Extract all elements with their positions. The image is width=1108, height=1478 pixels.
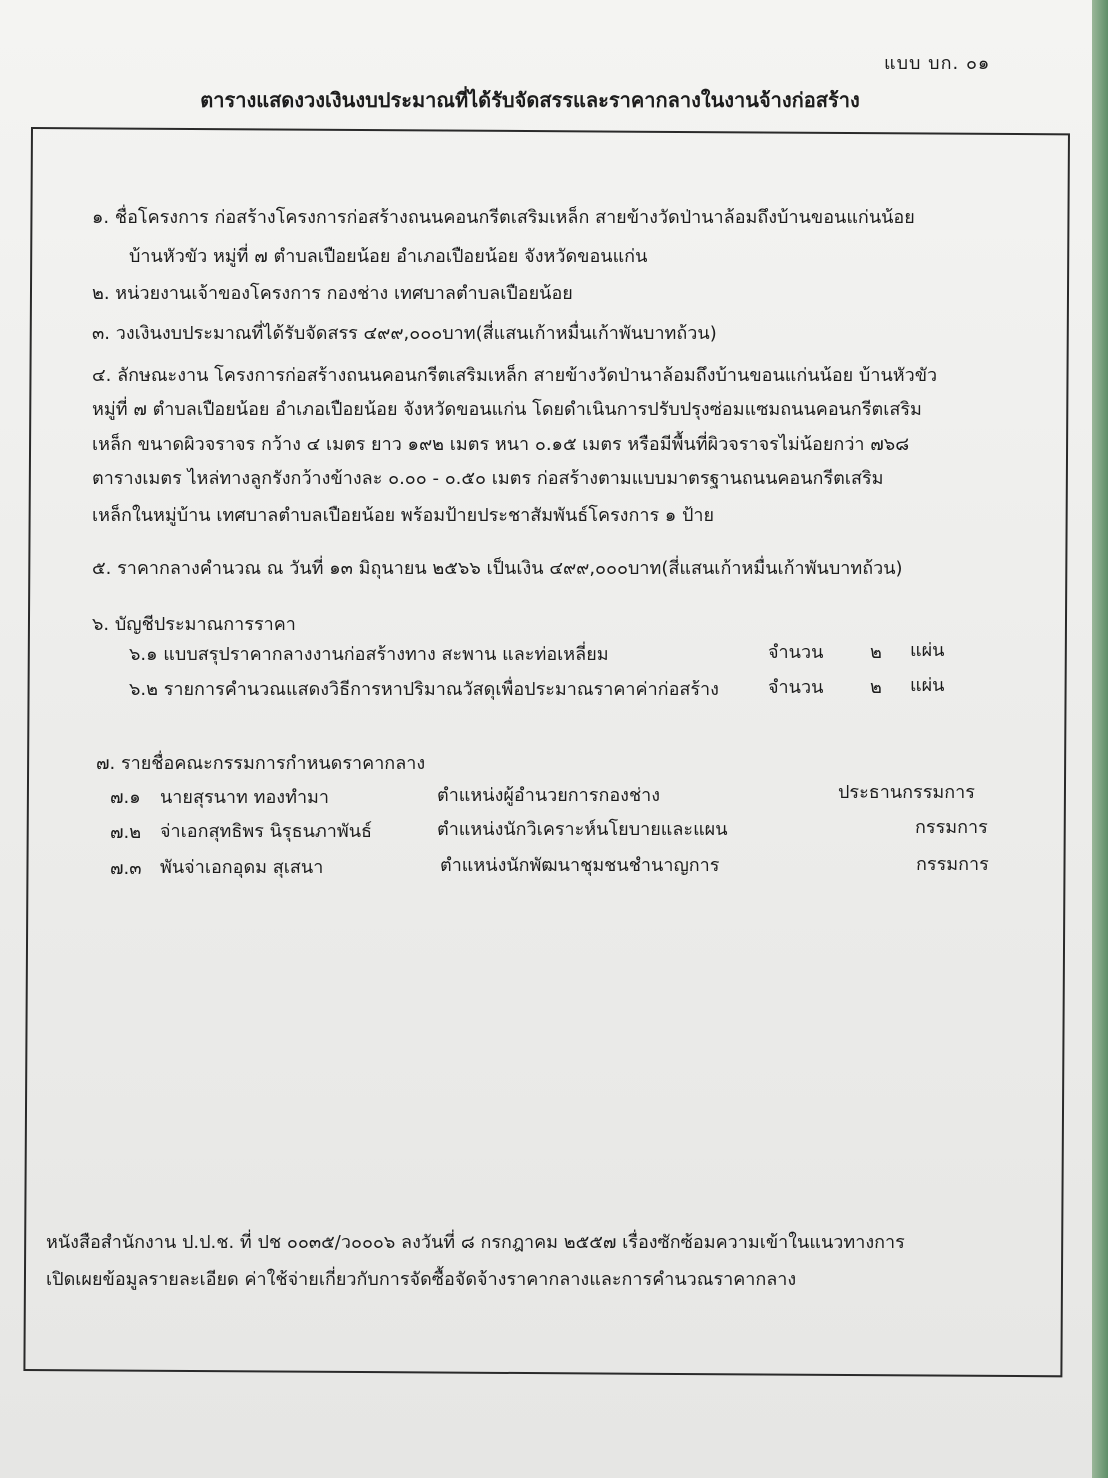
committee-2-role: กรรมการ xyxy=(915,817,988,838)
item-4-line-2: หมู่ที่ ๗ ตำบลเปือยน้อย อำเภอเปือยน้อย จังหวัดขอนแก่น โดยดำเนินการปรับปรุงซ่อมแซมถนนคอนกรีตเสริม xyxy=(92,399,922,420)
footer-line-1: หนังสือสำนักงาน ป.ป.ช. ที่ ปช ๐๐๓๕/ว๐๐๐๖ ลงวันที่ ๘ กรกฎาคม ๒๕๕๗ เรื่องซักซ้อมความเข้าในแนวทางการ xyxy=(46,1232,905,1253)
item-6-1-qty-unit: แผ่น xyxy=(910,640,945,661)
item-6-2-qty-label: จำนวน xyxy=(768,677,824,698)
item-6-1-qty-value: ๒ xyxy=(870,642,882,663)
item-4-line-3: เหล็ก ขนาดผิวจราจร กว้าง ๔ เมตร ยาว ๑๙๒ เมตร หนา ๐.๑๕ เมตร หรือมีพื้นที่ผิวจราจรไม่น้อยกว่า ๗๖๘ xyxy=(92,434,910,455)
item-3: ๓. วงเงินงบประมาณที่ได้รับจัดสรร ๔๙๙,๐๐๐บาท(สี่แสนเก้าหมื่นเก้าพันบาทถ้วน) xyxy=(92,323,717,344)
item-6-2-qty-value: ๒ xyxy=(870,677,882,698)
item-6-1-qty-label: จำนวน xyxy=(768,642,824,663)
form-code: แบบ บก. ๐๑ xyxy=(884,53,991,74)
item-7: ๗. รายชื่อคณะกรรมการกำหนดราคากลาง xyxy=(96,753,426,774)
item-1-line-1: ๑. ชื่อโครงการ ก่อสร้างโครงการก่อสร้างถนนคอนกรีตเสริมเหล็ก สายข้างวัดป่านาล้อมถึงบ้านขอนแก่นน้อย xyxy=(92,207,915,228)
background-edge xyxy=(1092,0,1108,1478)
footer-line-2: เปิดเผยข้อมูลรายละเอียด ค่าใช้จ่ายเกี่ยวกับการจัดซื้อจัดจ้างราคากลางและการคำนวณราคากลาง xyxy=(46,1269,797,1290)
item-4-line-5: เหล็กในหมู่บ้าน เทศบาลตำบลเปือยน้อย พร้อมป้ายประชาสัมพันธ์โครงการ ๑ ป้าย xyxy=(92,505,715,526)
committee-2-position: ตำแหน่งนักวิเคราะห์นโยบายและแผน xyxy=(437,819,728,840)
item-5: ๕. ราคากลางคำนวณ ณ วันที่ ๑๓ มิถุนายน ๒๕๖๖ เป็นเงิน ๔๙๙,๐๐๐บาท(สี่แสนเก้าหมื่นเก้าพันบาทถ้วน) xyxy=(92,558,903,579)
committee-3-position: ตำแหน่งนักพัฒนาชุมชนชำนาญการ xyxy=(440,855,720,876)
committee-3-role: กรรมการ xyxy=(916,854,989,875)
item-6-1: ๖.๑ แบบสรุปราคากลางงานก่อสร้างทาง สะพาน และท่อเหลี่ยม xyxy=(129,644,609,665)
item-4-line-4: ตารางเมตร ไหล่ทางลูกรังกว้างข้างละ ๐.๐๐ - ๐.๕๐ เมตร ก่อสร้างตามแบบมาตรฐานถนนคอนกรีตเสริม xyxy=(92,468,884,489)
committee-2-no: ๗.๒ xyxy=(110,822,142,843)
item-4-line-1: ๔. ลักษณะงาน โครงการก่อสร้างถนนคอนกรีตเสริมเหล็ก สายข้างวัดป่านาล้อมถึงบ้านขอนแก่นน้อย บ้านหัวขัว xyxy=(92,365,938,386)
committee-2-name: จ่าเอกสุทธิพร นิรุธนภาพันธ์ xyxy=(160,821,373,842)
item-1-line-2: บ้านหัวขัว หมู่ที่ ๗ ตำบลเปือยน้อย อำเภอเปือยน้อย จังหวัดขอนแก่น xyxy=(129,246,648,267)
item-6-2-qty-unit: แผ่น xyxy=(910,675,945,696)
committee-1-role: ประธานกรรมการ xyxy=(838,782,975,803)
item-2: ๒. หน่วยงานเจ้าของโครงการ กองช่าง เทศบาลตำบลเปือยน้อย xyxy=(92,283,573,304)
committee-1-no: ๗.๑ xyxy=(110,787,141,808)
document-title: ตารางแสดงวงเงินงบประมาณที่ได้รับจัดสรรและราคากลางในงานจ้างก่อสร้าง xyxy=(200,88,860,112)
committee-1-name: นายสุรนาท ทองทำมา xyxy=(160,787,330,808)
item-6: ๖. บัญชีประมาณการราคา xyxy=(92,614,296,635)
committee-3-no: ๗.๓ xyxy=(110,858,142,879)
committee-3-name: พันจ่าเอกอุดม สุเสนา xyxy=(160,857,324,878)
item-6-2: ๖.๒ รายการคำนวณแสดงวิธีการหาปริมาณวัสดุเพื่อประมาณราคาค่าก่อสร้าง xyxy=(129,679,719,700)
committee-1-position: ตำแหน่งผู้อำนวยการกองช่าง xyxy=(437,785,661,806)
